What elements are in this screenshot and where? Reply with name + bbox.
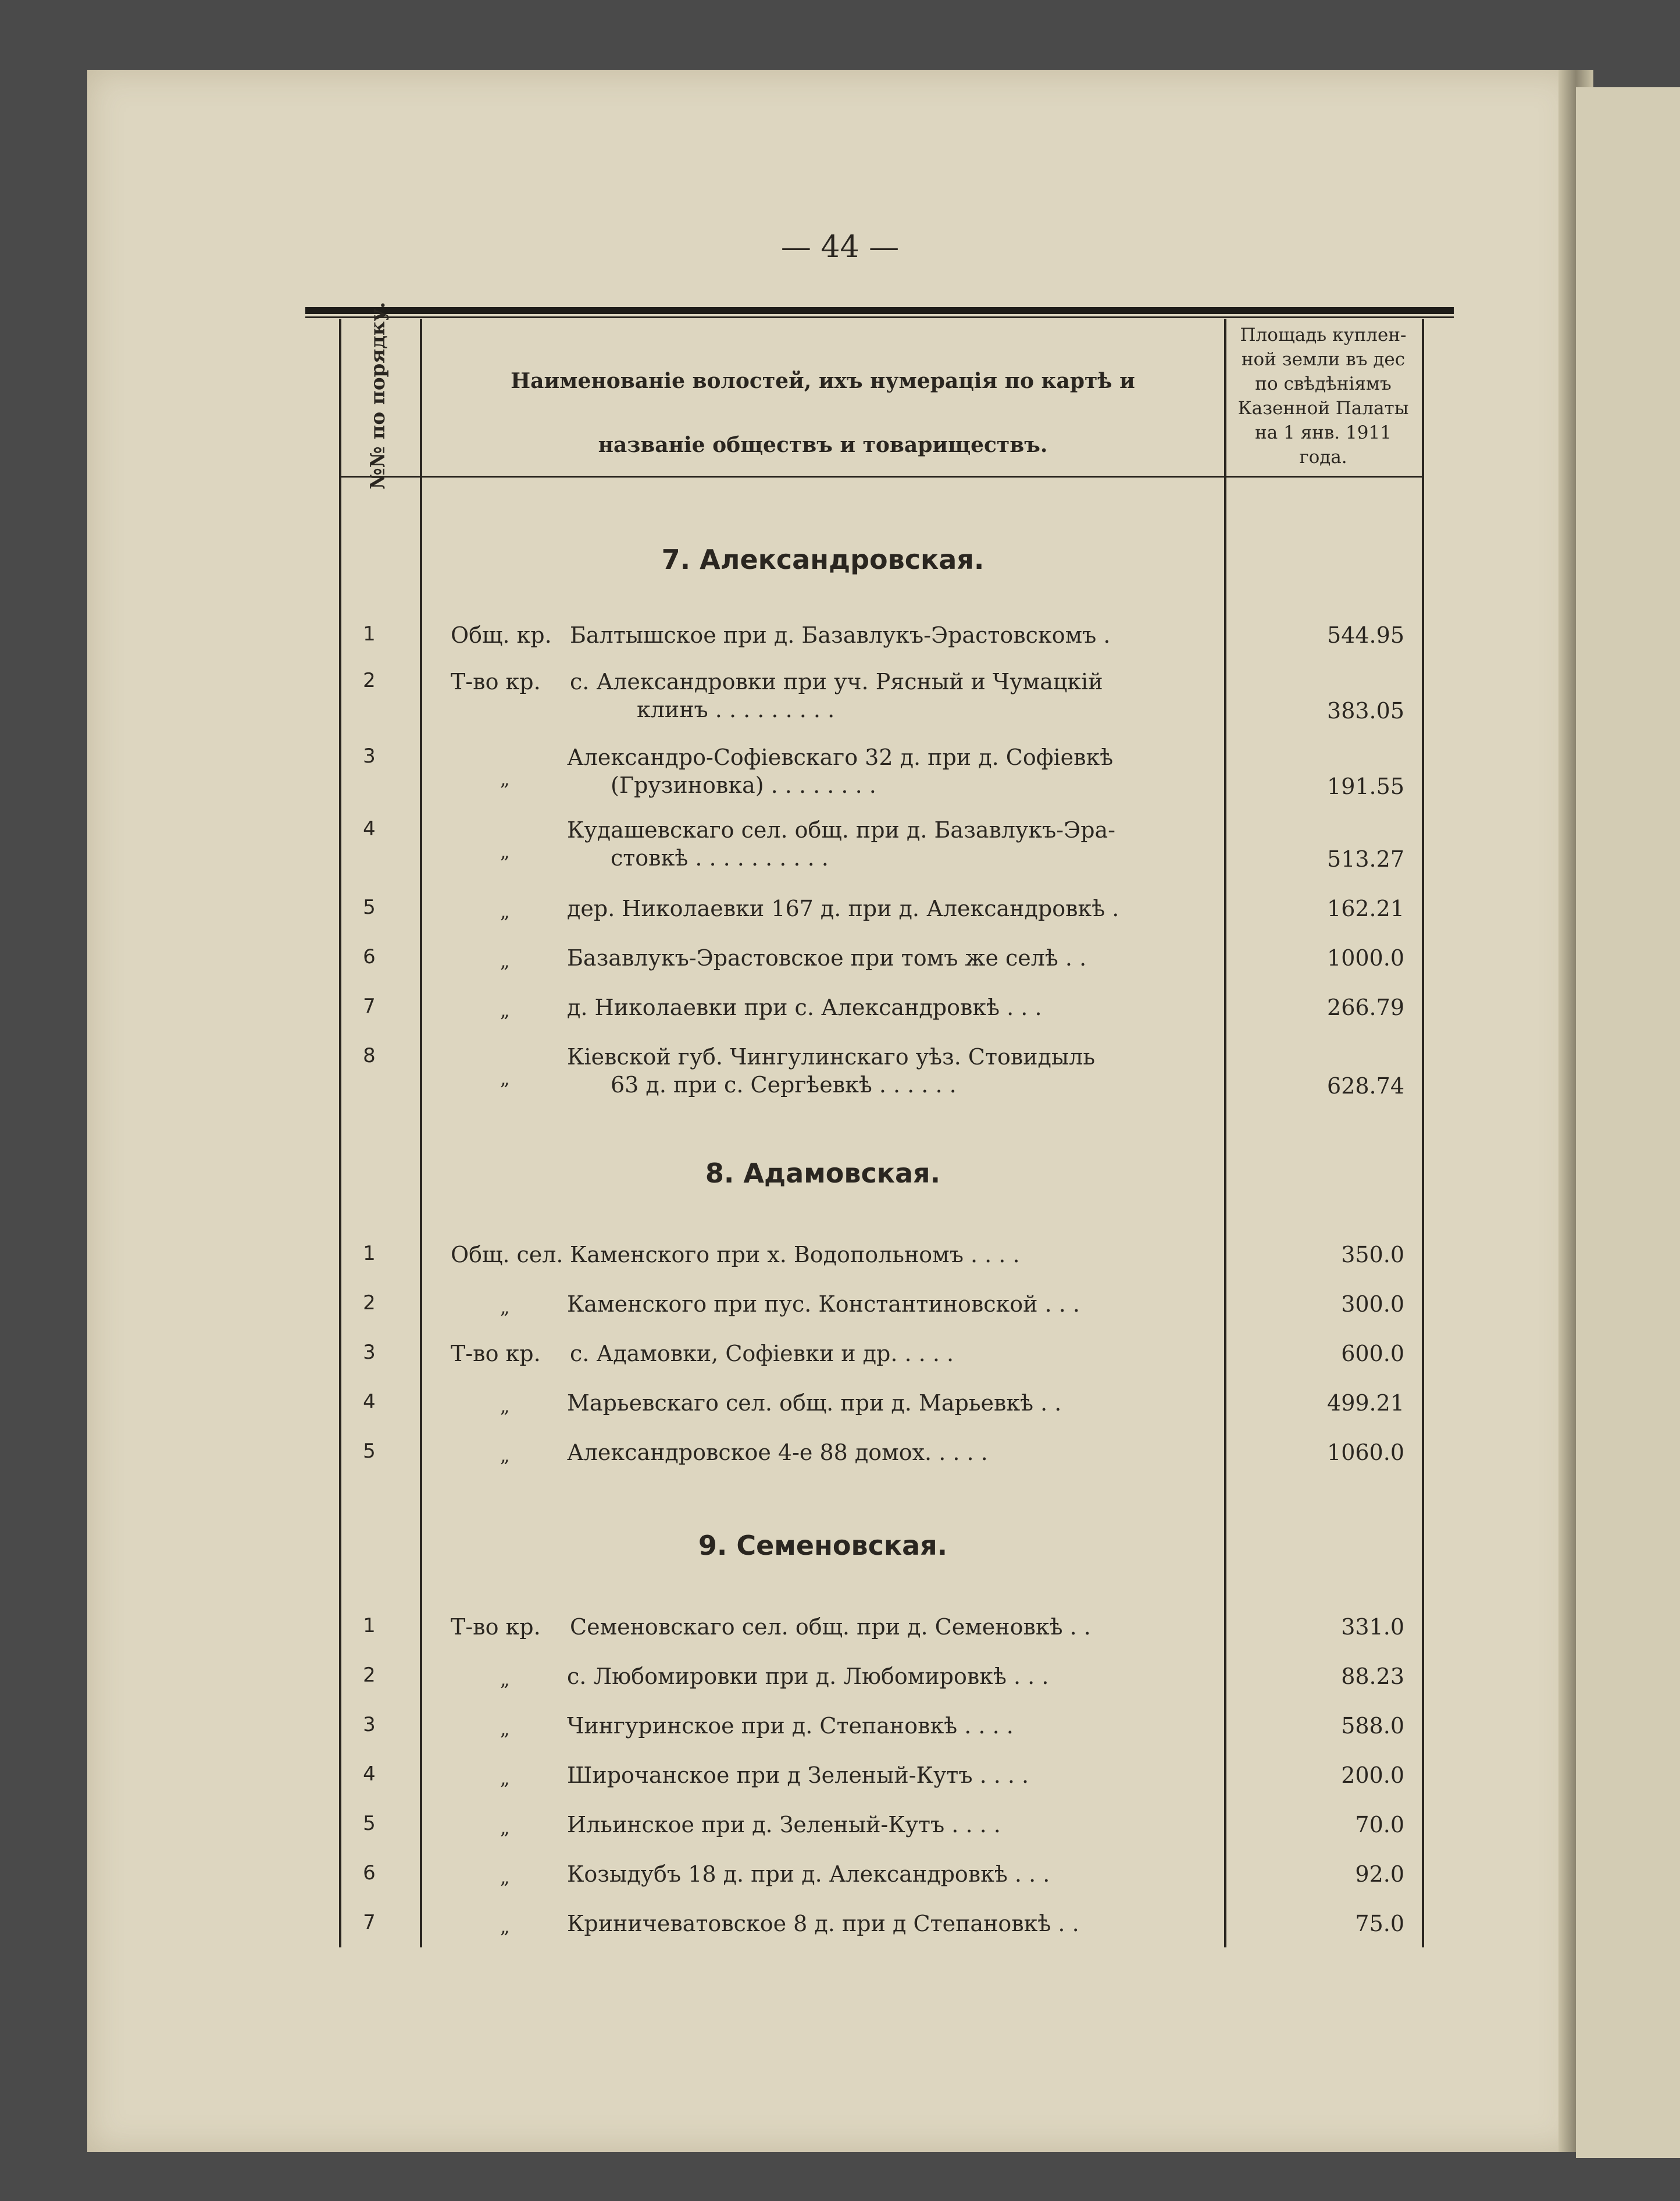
row-number: 7	[363, 1911, 376, 1934]
ditto-mark: „	[500, 1296, 510, 1318]
row-number: 5	[363, 896, 376, 919]
row-name: Семеновскаго сел. общ. при д. Семеновкѣ . .	[570, 1614, 1091, 1640]
header-area-line: по свѣдѣніямъ	[1255, 373, 1392, 394]
row-number: 8	[363, 1044, 376, 1067]
table-left-border	[339, 319, 341, 1947]
table-row	[340, 745, 1422, 803]
table-row	[340, 1713, 1422, 1742]
table-row	[340, 1812, 1422, 1841]
row-area-value: 499.21	[1327, 1390, 1404, 1416]
header-name-line-2: названіе обществъ и товариществъ.	[598, 433, 1048, 457]
row-number: 1	[363, 1242, 376, 1265]
table-row	[340, 1762, 1422, 1792]
table-row	[340, 1390, 1422, 1419]
row-area-value: 588.0	[1341, 1713, 1404, 1739]
row-prefix: Общ. кр.	[451, 622, 552, 648]
header-area-line: года.	[1299, 447, 1347, 468]
header-number-column	[340, 301, 416, 490]
table-row	[340, 1440, 1422, 1469]
row-area-value: 544.95	[1327, 622, 1404, 648]
row-name: Широчанское при д Зеленый-Кутъ . . . .	[567, 1762, 1029, 1788]
row-name: Криничеватовское 8 д. при д Степановкѣ . .	[567, 1911, 1079, 1936]
ditto-mark: „	[500, 840, 510, 863]
row-area-value: 191.55	[1327, 774, 1404, 799]
table-row	[340, 1341, 1422, 1370]
row-name: Ильинское при д. Зеленый-Кутъ . . . .	[567, 1812, 1001, 1837]
header-area-line: Казенной Палаты	[1237, 398, 1409, 419]
header-name-line-1: Наименованіе волостей, ихъ нумерація по картѣ и	[511, 369, 1135, 393]
ditto-mark: „	[500, 1718, 510, 1740]
row-number: 3	[363, 745, 376, 768]
table-row	[340, 945, 1422, 974]
table-top-rule	[305, 307, 1454, 314]
row-name-continuation: стовкѣ . . . . . . . . . .	[611, 845, 829, 871]
row-number: 3	[363, 1341, 376, 1364]
row-name: с. Адамовки, Софіевки и др. . . . .	[570, 1341, 954, 1366]
header-area-column	[1226, 323, 1421, 469]
row-number: 7	[363, 995, 376, 1018]
row-name: Каменского при х. Водопольномъ . . . .	[570, 1242, 1020, 1267]
row-name: с. Любомировки при д. Любомировкѣ . . .	[567, 1664, 1049, 1689]
row-number: 2	[363, 669, 376, 692]
ditto-mark: „	[500, 1767, 510, 1789]
row-area-value: 266.79	[1327, 995, 1404, 1020]
row-number: 6	[363, 1861, 376, 1885]
row-prefix: Общ. сел.	[451, 1242, 563, 1267]
row-name-continuation: (Грузиновка) . . . . . . . .	[611, 772, 876, 798]
header-number-label: №№ по порядку.	[366, 301, 390, 490]
row-area-value: 88.23	[1341, 1664, 1404, 1689]
section-title: 7. Александровская.	[661, 544, 985, 575]
row-number: 5	[363, 1440, 376, 1463]
row-name-continuation: клинъ . . . . . . . . .	[637, 697, 835, 722]
row-area-value: 383.05	[1327, 698, 1404, 724]
row-area-value: 628.74	[1327, 1073, 1404, 1099]
table-row	[340, 1911, 1422, 1940]
row-name: Александровское 4-е 88 домох. . . . .	[567, 1440, 988, 1465]
row-number: 1	[363, 622, 376, 646]
row-area-value: 600.0	[1341, 1341, 1404, 1366]
table-top-rule-thin	[305, 316, 1454, 318]
row-name: Чингуринское при д. Степановкѣ . . . .	[567, 1713, 1014, 1739]
table-row	[340, 1861, 1422, 1890]
header-area-line: ной земли въ дес	[1241, 349, 1406, 370]
header-area-line: Площадь куплен-	[1240, 325, 1407, 346]
row-number: 6	[363, 945, 376, 968]
row-prefix: Т-во кр.	[451, 1614, 541, 1640]
header-area-line: на 1 янв. 1911	[1255, 422, 1392, 443]
ditto-mark: „	[500, 1866, 510, 1888]
row-area-value: 92.0	[1355, 1861, 1404, 1887]
row-number: 3	[363, 1713, 376, 1736]
row-area-value: 1060.0	[1327, 1440, 1404, 1465]
row-prefix: Т-во кр.	[451, 669, 541, 695]
table-row	[340, 1044, 1422, 1102]
table-right-border	[1422, 319, 1424, 1947]
table-row	[340, 817, 1422, 875]
row-area-value: 70.0	[1355, 1812, 1404, 1837]
column-divider-no	[420, 319, 422, 1947]
row-area-value: 75.0	[1355, 1911, 1404, 1936]
ditto-mark: „	[500, 768, 510, 790]
row-prefix: Т-во кр.	[451, 1341, 541, 1366]
row-name: д. Николаевки при с. Александровкѣ . . .	[567, 995, 1042, 1020]
ditto-mark: „	[500, 1915, 510, 1938]
row-name: Кіевской губ. Чингулинскаго уѣз. Стовидыль	[567, 1044, 1096, 1070]
ditto-mark: „	[500, 1817, 510, 1839]
row-number: 2	[363, 1664, 376, 1687]
row-name: Кудашевскаго сел. общ. при д. Базавлукъ-Эра-	[567, 817, 1116, 843]
column-divider-area	[1224, 319, 1226, 1947]
table-row	[340, 1614, 1422, 1643]
row-number: 4	[363, 817, 376, 840]
ditto-mark: „	[500, 1444, 510, 1466]
row-name-continuation: 63 д. при с. Сергѣевкѣ . . . . . .	[611, 1072, 957, 1098]
row-area-value: 200.0	[1341, 1762, 1404, 1788]
table-row	[340, 995, 1422, 1024]
row-number: 2	[363, 1291, 376, 1315]
ditto-mark: „	[500, 1668, 510, 1690]
section-title: 8. Адамовская.	[705, 1158, 941, 1189]
row-area-value: 300.0	[1341, 1291, 1404, 1317]
row-name: Александро-Софіевскаго 32 д. при д. Софіевкѣ	[567, 745, 1114, 770]
row-number: 4	[363, 1762, 376, 1786]
section-title: 9. Семеновская.	[698, 1530, 948, 1561]
ditto-mark: „	[500, 1395, 510, 1417]
row-name: Марьевскаго сел. общ. при д. Марьевкѣ . .	[567, 1390, 1062, 1416]
ditto-mark: „	[500, 900, 510, 923]
page-number: — 44 —	[780, 230, 900, 265]
table-row	[340, 1291, 1422, 1320]
row-number: 4	[363, 1390, 376, 1413]
row-area-value: 331.0	[1341, 1614, 1404, 1640]
row-area-value: 350.0	[1341, 1242, 1404, 1267]
row-name: Балтышское при д. Базавлукъ-Эрастовскомъ .	[570, 622, 1111, 648]
table-row	[340, 1664, 1422, 1693]
row-name: Базавлукъ-Эрастовское при томъ же селѣ . .	[567, 945, 1087, 971]
row-number: 5	[363, 1812, 376, 1835]
row-name: с. Александровки при уч. Рясный и Чумацкій	[570, 669, 1103, 695]
header-name-column	[425, 349, 1221, 477]
row-name: Каменского при пус. Константиновской . . .	[567, 1291, 1080, 1317]
table-row	[340, 1242, 1422, 1271]
table-row	[340, 896, 1422, 925]
row-area-value: 162.21	[1327, 896, 1404, 921]
row-area-value: 1000.0	[1327, 945, 1404, 971]
facing-page-edge	[1576, 87, 1680, 2158]
table-row	[340, 669, 1422, 727]
ditto-mark: „	[500, 999, 510, 1021]
row-name: дер. Николаевки 167 д. при д. Александровкѣ .	[567, 896, 1119, 921]
row-number: 1	[363, 1614, 376, 1637]
table-row	[340, 622, 1422, 651]
row-name: Козыдубъ 18 д. при д. Александровкѣ . . .	[567, 1861, 1050, 1887]
ditto-mark: „	[500, 1067, 510, 1089]
ditto-mark: „	[500, 950, 510, 972]
row-area-value: 513.27	[1327, 846, 1404, 872]
